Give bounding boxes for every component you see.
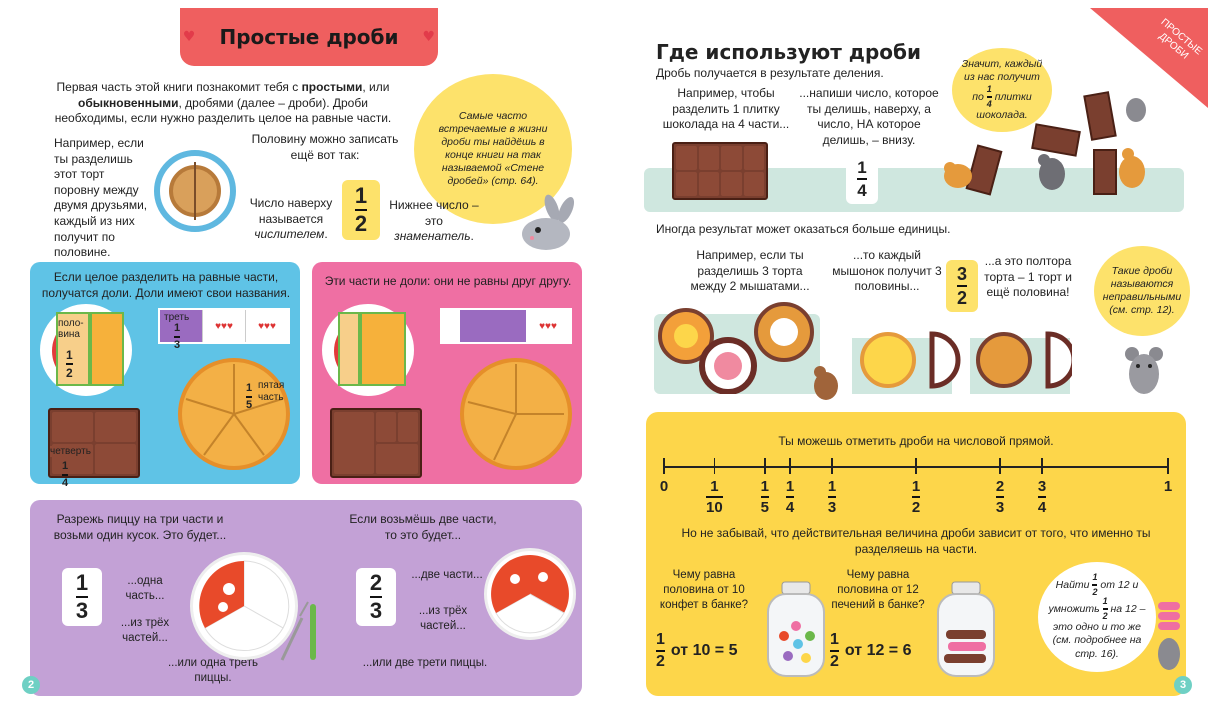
equal-parts-panel: Если целое разделить на равные части, получатся доли. Доли имеют свои названия. поло-вина $\frac{1}{2}$ треть $\frac{1}{3}$ ♥♥♥ ♥♥♥ $\frac{1}{5}$ пятая часть четверть $\frac{1}{4}$ xyxy=(30,262,300,484)
mouse-with-macarons-icon xyxy=(1154,600,1184,676)
chocolate-unequal xyxy=(330,408,422,478)
number-line-label: $\frac{1}{3}$ xyxy=(827,478,837,516)
number-line-label: $\frac{2}{3}$ xyxy=(995,478,1005,516)
number-line-tick xyxy=(1167,458,1169,474)
number-line-panel xyxy=(646,412,1186,696)
left-page xyxy=(12,8,608,704)
cookies-equation: $\frac{1}{2}$ от 12 = 6 xyxy=(830,631,912,670)
numerator-label: Число наверху называется числителем. xyxy=(249,196,333,242)
half-cakes xyxy=(852,324,1072,398)
number-line-tick xyxy=(789,458,791,474)
half-fraction-card: $\frac{1}{2}$ xyxy=(342,180,380,240)
pizza-two-thirds xyxy=(484,548,576,640)
number-line-text: Ты можешь отметить дроби на числовой прямой. xyxy=(778,434,1054,448)
quarter-fraction: $\frac{1}{4}$ xyxy=(62,460,69,489)
pizza-left-text: Разрежь пиццу на три части и возьми один кусок. Это будет... xyxy=(53,512,227,542)
page-title: ♥ Простые дроби ♥ xyxy=(180,8,438,66)
waffle-pie-unequal xyxy=(460,358,572,470)
multiply-bubble: Найти $\frac{1}{2}$ от 12 и умножить $\frac{1}{2}$ на 12 – это одно и то же (см. подробнее на стр. 16). xyxy=(1038,562,1156,672)
number-line-label: 1 xyxy=(1163,478,1173,495)
number-line-label: $\frac{1}{5}$ xyxy=(760,478,769,516)
greater-than-one-text: Иногда результат может оказаться больше единицы. xyxy=(656,222,951,236)
candies-equation: $\frac{1}{2}$ от 10 = 5 xyxy=(656,631,738,670)
cake-cut-line xyxy=(194,162,196,220)
sandwich-plate-unequal xyxy=(322,304,414,396)
candies-question: Чему равна половина от 10 конфет в банке? xyxy=(659,569,749,611)
subtitle: Дробь получается в результате деления. xyxy=(656,66,884,80)
number-line-label: 0 xyxy=(659,478,669,495)
number-line-tick xyxy=(831,458,833,474)
number-line-tick xyxy=(915,458,917,474)
unequal-parts-text: Эти части не доли: они не равны друг другу. xyxy=(324,274,572,288)
cake-example-text: Например, если ты разделишь этот торт поровну между двумя друзьями, каждый из них получит по половине. xyxy=(54,136,148,260)
chocolate-text: Например, чтобы разделить 1 плитку шоколада на 4 части... xyxy=(662,86,790,132)
each-mouse-text: ...то каждый мышонок получит 3 половины... xyxy=(832,248,942,294)
numerator-denominator-text: ...напиши число, которое ты делишь, наверху, а число, НА которое делишь, – внизу. xyxy=(799,86,939,147)
pizza-panel: Разрежь пиццу на три части и возьми один кусок. Это будет... $\frac{1}{3}$ ...одна часть... ...из трёх частей... ...или одна треть пиццы. Если возьмёшь две части, то это будет... $\frac{2}{3}$ ...две части... ...из трёх частей... ...или две трети пиццы. xyxy=(30,500,582,696)
half-caption: Половину можно записать ещё вот так: xyxy=(251,132,399,162)
denominator-label: Нижнее число – это знаменатель. xyxy=(389,198,479,244)
number-line-tick xyxy=(714,458,716,474)
page-number-right: 3 xyxy=(1174,676,1192,694)
corner-ribbon: ПРОСТЫЕ ДРОБИ xyxy=(1090,8,1208,108)
right-page xyxy=(612,8,1208,704)
number-line-label: $\frac{1}{2}$ xyxy=(911,478,921,516)
number-line-label: $\frac{3}{4}$ xyxy=(1037,478,1047,516)
improper-fractions-bubble: Такие дроби называются неправильными (см. стр. 12). xyxy=(1094,246,1190,336)
cookies-question: Чему равна половина от 12 печений в банке? xyxy=(831,569,925,611)
chocolate-bar xyxy=(672,142,768,200)
cookie-jar-icon xyxy=(928,578,1004,678)
number-line-label: $\frac{1}{4}$ xyxy=(785,478,795,516)
grey-mouse-icon xyxy=(1122,344,1166,400)
number-line-tick xyxy=(764,458,766,474)
candy-jar-icon xyxy=(758,578,834,678)
page-title: Где используют дроби xyxy=(656,40,921,64)
equal-parts-text: Если целое разделить на равные части, получатся доли. Доли имеют свои названия. xyxy=(41,270,291,300)
unequal-parts-panel xyxy=(312,262,582,484)
strawberry-icon: ♥ xyxy=(422,29,436,45)
cakes-text: Например, если ты разделишь 3 торта между 2 мышатами... xyxy=(690,248,810,294)
strawberry-icon: ♥ xyxy=(182,29,196,45)
number-line-label: $\frac{1}{10}$ xyxy=(706,478,723,516)
sandwich-plate: поло-вина $\frac{1}{2}$ xyxy=(40,304,132,396)
mouse-speech-bubble: Значит, каждый из нас получит по $\frac{1}{4}$ плитки шоколада. xyxy=(952,48,1052,132)
half-fraction: $\frac{1}{2}$ xyxy=(66,348,73,380)
two-thirds-card: $\frac{2}{3}$ xyxy=(356,568,396,626)
number-line-tick xyxy=(1041,458,1043,474)
fraction-wall-bubble: Самые часто встречаемые в жизни дроби ты найдёшь в конце книги на так называемой «Стене дробей» (стр. 64). xyxy=(414,74,572,224)
number-line-tick xyxy=(663,458,665,474)
quarter-card: $\frac{1}{4}$ xyxy=(846,154,878,204)
three-cakes xyxy=(658,298,818,394)
one-third-card: $\frac{1}{3}$ xyxy=(62,568,102,626)
three-halves-card: $\frac{3}{2}$ xyxy=(946,260,978,312)
fork-knife-icon xyxy=(274,600,322,664)
pizza-right-text: Если возьмёшь две части, то это будет... xyxy=(349,512,497,542)
ribbon-unequal: ♥♥♥ xyxy=(440,308,572,344)
ribbon-thirds: треть $\frac{1}{3}$ ♥♥♥ ♥♥♥ xyxy=(158,308,290,344)
brown-mouse-icon xyxy=(808,358,844,404)
remember-text: Но не забывай, что действительная величина дроби зависит от того, что именно ты разделяешь на части. xyxy=(681,526,1151,556)
number-line-tick xyxy=(999,458,1001,474)
rabbit-icon xyxy=(512,194,582,252)
one-and-half-text: ...а это полтора торта – 1 торт и ещё половина! xyxy=(984,254,1072,300)
cake-plate xyxy=(154,150,236,232)
page-number-left: 2 xyxy=(22,676,40,694)
waffle-pie: $\frac{1}{5}$ пятая часть xyxy=(178,358,290,470)
intro-paragraph: Первая часть этой книги познакомит тебя с простыми, или обыкновенными, дробями (далее – дроби). Дроби необходимы, если нужно разделить целое на равные части. xyxy=(54,80,392,126)
